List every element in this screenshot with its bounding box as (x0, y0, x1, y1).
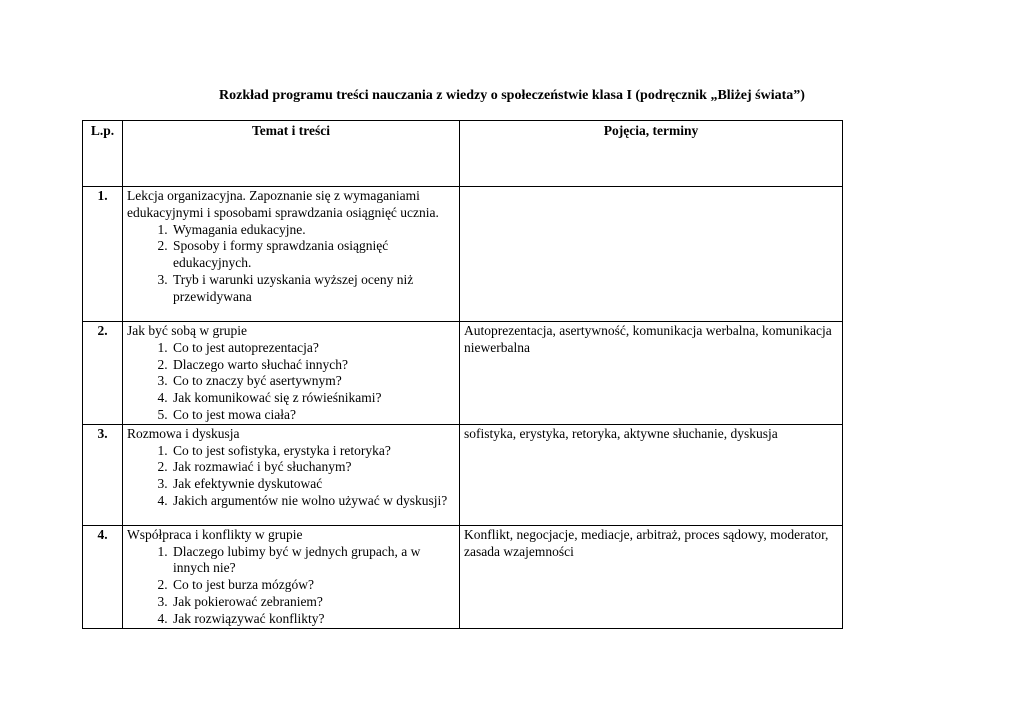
row-number: 1. (83, 187, 123, 322)
list-item: 1. Co to jest sofistyka, erystyka i retoryka? (171, 443, 455, 460)
row-number: 4. (83, 525, 123, 628)
list-item: 4. Jak rozwiązywać konflikty? (171, 611, 455, 628)
list-item: 2. Jak rozmawiać i być słuchanym? (171, 459, 455, 476)
list-item: 3. Co to znaczy być asertywnym? (171, 373, 455, 390)
topic-title: Współpraca i konflikty w grupie (127, 526, 303, 542)
header-terms: Pojęcia, terminy (460, 121, 843, 187)
list-item: 3. Jak efektywnie dyskutować (171, 476, 455, 493)
list-item: 2. Sposoby i formy sprawdzania osiągnięć edukacyjnych. (171, 238, 455, 272)
list-item: 1. Dlaczego lubimy być w jednych grupach, a w innych nie? (171, 544, 455, 578)
row-number: 3. (83, 424, 123, 525)
topic-cell (123, 187, 460, 322)
list-item: 2. Co to jest burza mózgów? (171, 577, 455, 594)
header-lp: L.p. (83, 121, 123, 187)
document-title: Rozkład programu treści nauczania z wiedzy o społeczeństwie klasa I (podręcznik „Bliżej świata”) (219, 88, 805, 103)
list-item: 1. Wymagania edukacyjne. (171, 222, 455, 239)
topic-list (127, 222, 455, 306)
curriculum-table (82, 120, 843, 629)
table-row (83, 187, 843, 322)
topic-title: Rozmowa i dyskusja (127, 425, 240, 441)
table-row (83, 424, 843, 525)
terms-cell (460, 187, 843, 322)
terms-cell: Autoprezentacja, asertywność, komunikacja werbalna, komunikacja niewerbalna (460, 322, 843, 425)
list-item: 4. Jakich argumentów nie wolno używać w dyskusji? (171, 493, 455, 510)
list-item: 1. Co to jest autoprezentacja? (171, 340, 455, 357)
topic-title: Lekcja organizacyjna. Zapoznanie się z wymaganiami edukacyjnymi i sposobami sprawdzania osiągnięć ucznia. (127, 188, 439, 220)
topic-title: Jak być sobą w grupie (127, 323, 247, 338)
terms-cell: sofistyka, erystyka, retoryka, aktywne słuchanie, dyskusja (460, 424, 843, 525)
topic-list (127, 443, 455, 510)
list-item: 3. Jak pokierować zebraniem? (171, 594, 455, 611)
table-header-row (83, 121, 843, 187)
topic-list (127, 340, 455, 424)
list-item: 2. Dlaczego warto słuchać innych? (171, 357, 455, 374)
table-row (83, 525, 843, 628)
list-item: 4. Jak komunikować się z rówieśnikami? (171, 390, 455, 407)
terms-cell: Konflikt, negocjacje, mediacje, arbitraż, proces sądowy, moderator, zasada wzajemności (460, 525, 843, 628)
list-item: 3. Tryb i warunki uzyskania wyższej oceny niż przewidywana (171, 272, 455, 306)
list-item: 5. Co to jest mowa ciała? (171, 407, 455, 424)
topic-cell (123, 525, 460, 628)
topic-cell (123, 322, 460, 425)
topic-list (127, 544, 455, 628)
table-row (83, 322, 843, 425)
header-topic: Temat i treści (123, 121, 460, 187)
topic-cell (123, 424, 460, 525)
row-number: 2. (83, 322, 123, 425)
